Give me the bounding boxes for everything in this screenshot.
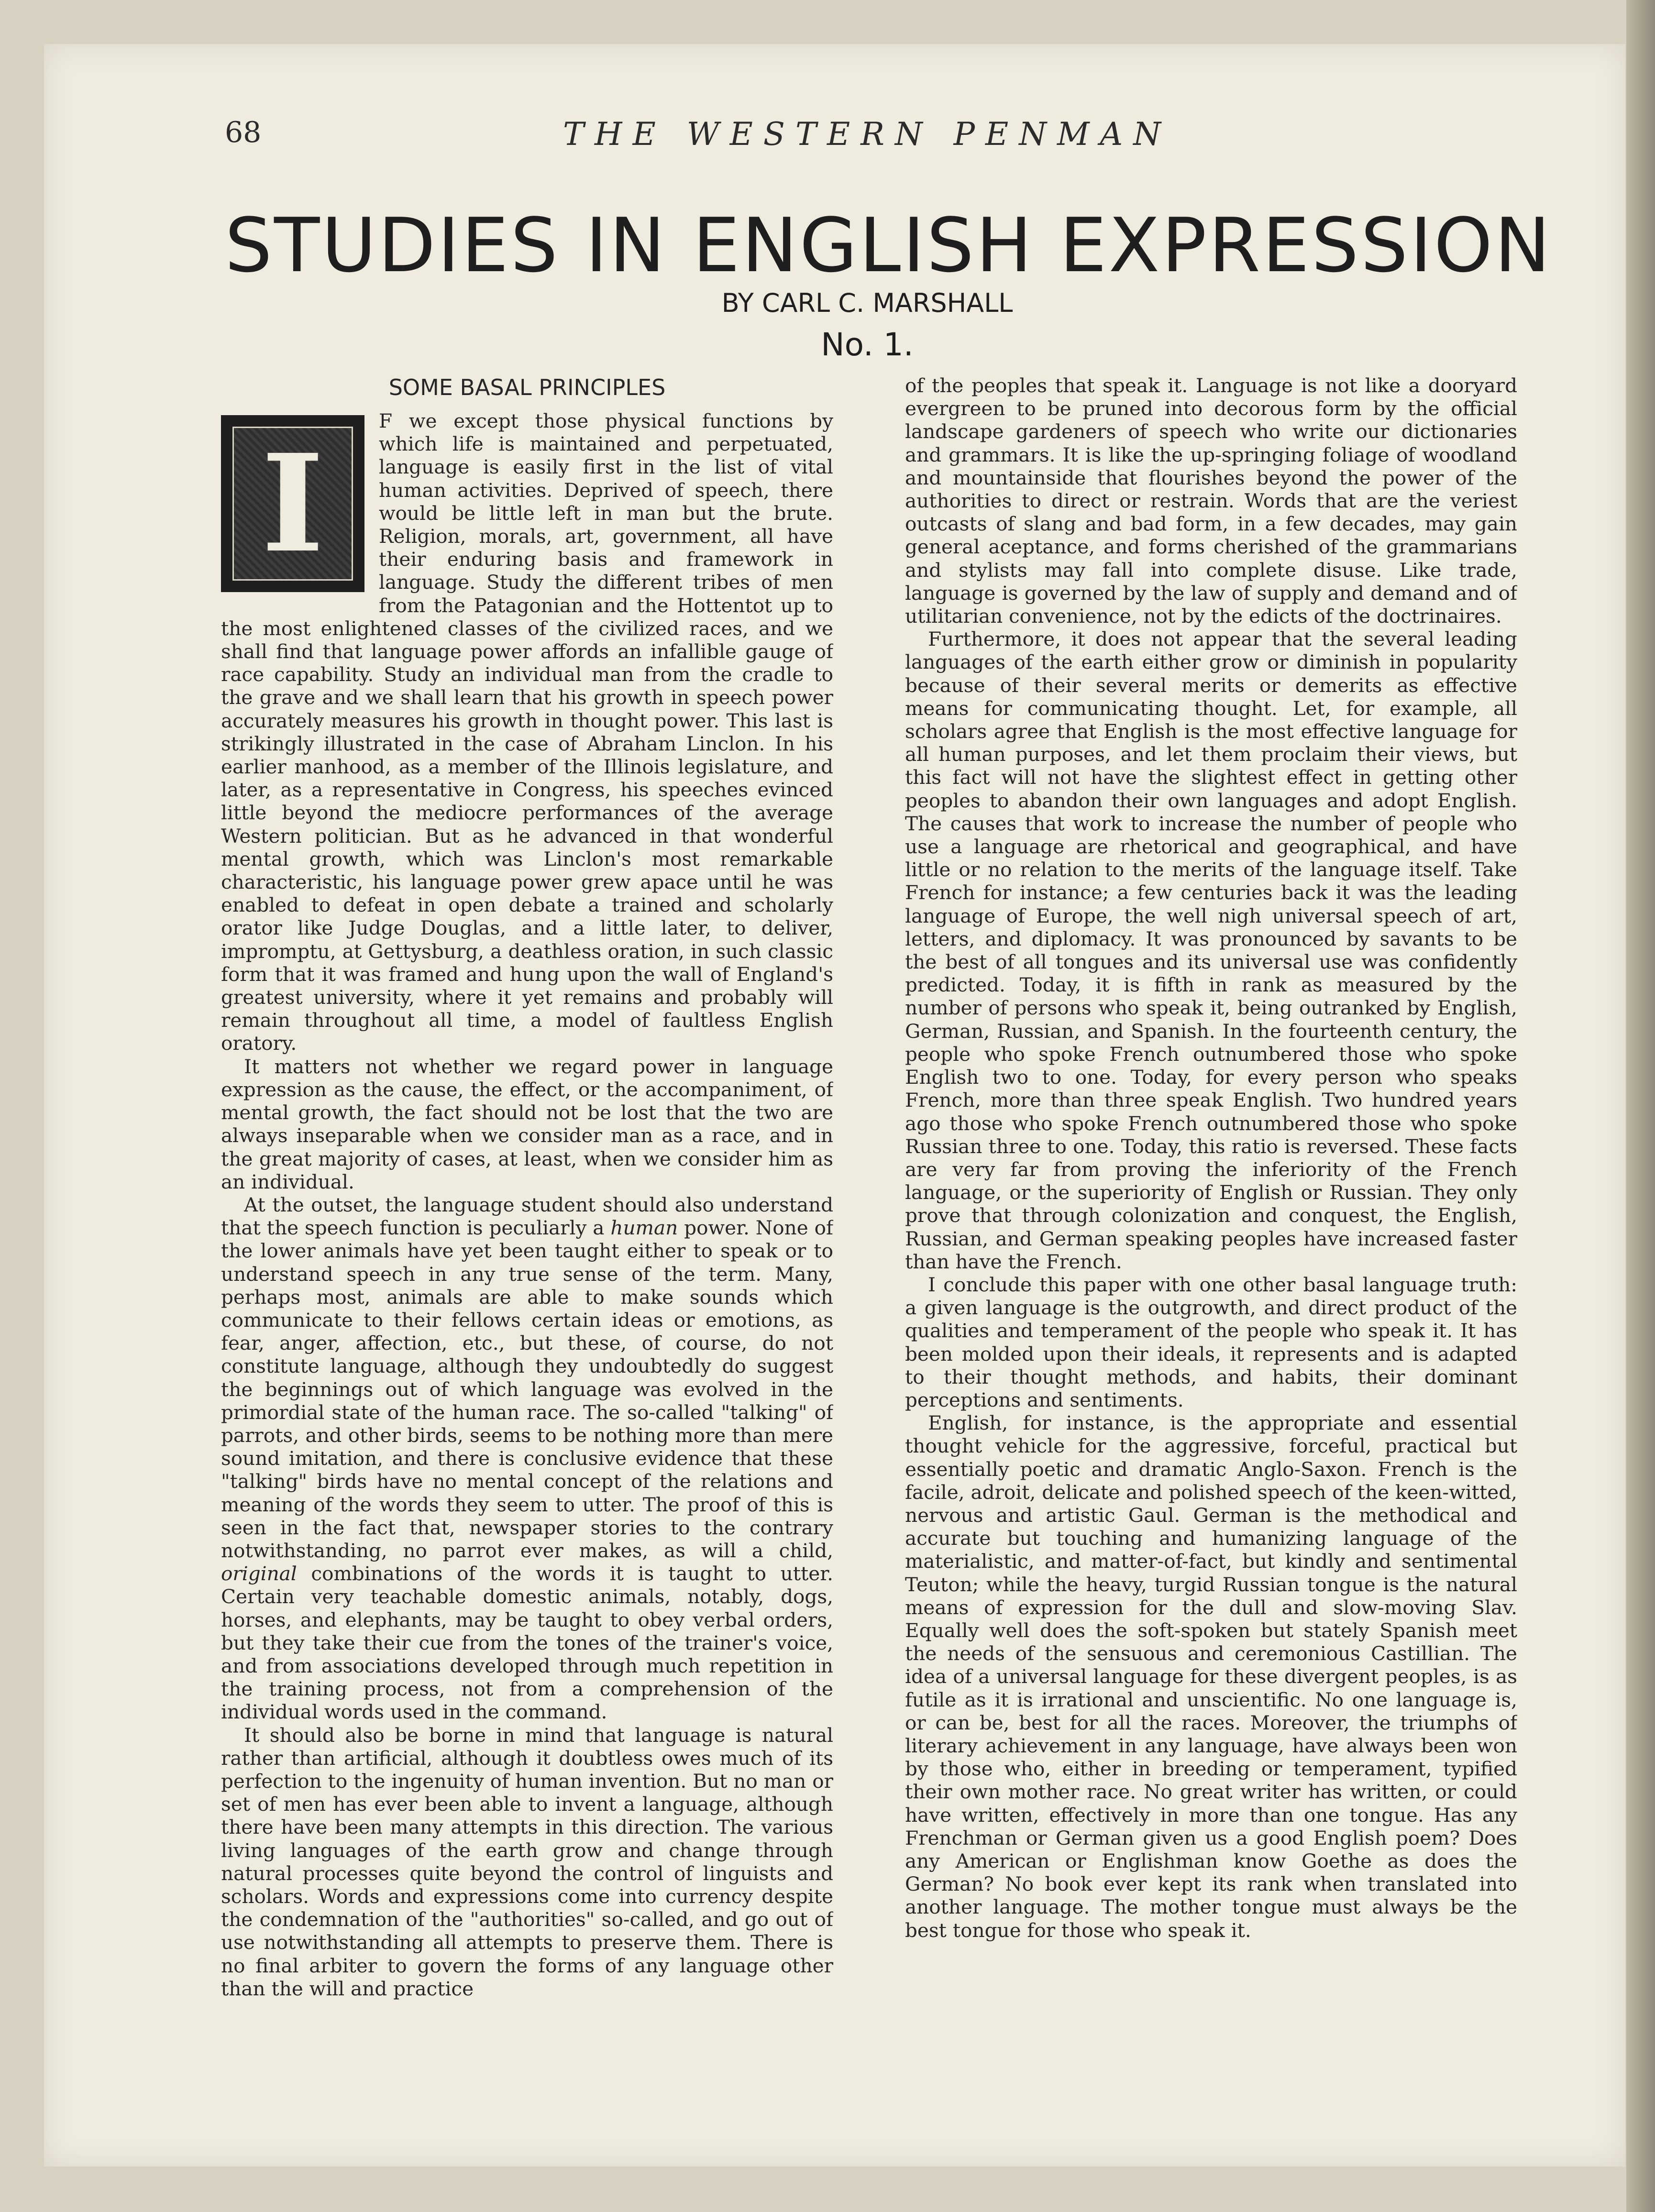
paragraph-text: power. None of the lower animals have yet been taught either to speak or to understand speech in any true sense of the term. Many, perhaps most, animals are able to make sounds which communicate to their fellows certain ideas or emotions, as fear, anger, affection, etc., but these, of course, do not constitute language, although they undoubtedly do suggest the beginnings out of which language was evolved in the primordial state of the human race. The so-called "talking" of parrots, and other birds, seems to be nothing more than mere sound imitation, and there is conclusive evidence that these "talking" birds have no mental concept of the relations and meaning of the words they seem to utter. The proof of this is seen in the fact that, newspaper stories to the contrary notwithstanding, no parrot ever makes, as will a child, [221,1216,833,1562]
paragraph: I conclude this paper with one other basal language truth: a given language is the outgrowth, and direct product of the qualities and temperament of the people who speak it. It has been molded upon their ideals, it represents and is adapted to their thought methods, and habits, their dominant perceptions and sentiments. [905,1273,1517,1411]
left-column [221,374,833,2067]
drop-cap-letter: I [261,425,324,583]
page-number: 68 [225,116,262,149]
paragraph-text: combinations of the words it is taught to utter. Certain very teachable domestic animals, notably, dogs, horses, and elephants, may be taught to obey verbal orders, but they take their cue from the tones of the trainer's voice, and from associations developed through much repetition in the training process, not from a comprehension of the individual words used in the command. [221,1562,833,1724]
paragraph: of the peoples that speak it. Language is not like a dooryard evergreen to be pruned into decorous form by the official landscape gardeners of speech who write our dictionaries and grammars. It is like the up-springing foliage of woodland and mountainside that flourishes beyond the power of the authorities to direct or restrain. Words that are the veriest outcasts of slang and bad form, in a few decades, may gain general aceptance, and forms cherished of the grammarians and stylists may fall into complete disuse. Like trade, language is governed by the law of supply and demand and of utilitarian convenience, not by the edicts of the doctrinaires. [905,374,1517,628]
paragraph: English, for instance, is the appropriate and essential thought vehicle for the aggressive, forceful, practical but essentially poetic and dramatic Anglo-Saxon. French is the facile, adroit, delicate and polished speech of the keen-witted, nervous and artistic Gaul. German is the methodical and accurate but touching and humanizing language of the materialistic, and matter-of-fact, but kindly and sentimental Teuton; while the heavy, turgid Russian tongue is the natural means of expression for the dull and slow-moving Slav. Equally well does the soft-spoken but stately Spanish meet the needs of the sensuous and ceremonious Castillian. The idea of a universal language for these divergent peoples, is as futile as it is irrational and unscientific. No one language is, or can be, best for all the races. Moreover, the triumphs of literary achievement in any language, have always been won by those who, either in breeding or temperament, typified their own mother race. No great writer has written, or could have written, effectively in more than one tongue. Has any Frenchman or German given us a good English poem? Does any American or Englishman know Goethe as does the German? No book ever kept its rank when translated into another language. The mother tongue must always be the best tongue for those who speak it. [905,1411,1517,1942]
running-head [225,116,1510,154]
paragraph: It should also be borne in mind that language is natural rather than artificial, although it doubtless owes much of its perfection to the ingenuity of human invention. But no man or set of men has ever been able to invent a language, although there have been many attempts in this direction. The various living languages of the earth grow and change through natural processes quite beyond the control of linguists and scholars. Words and expressions come into currency despite the condemnation of the "authorities" so-called, and go out of use notwithstanding all attempts to preserve them. There is no final arbiter to govern the forms of any language other than the will and practice [221,1723,833,2000]
journal-name: THE WESTERN PENMAN [563,116,1171,153]
paragraph: It matters not whether we regard power in language expression as the cause, the effect, or the accompaniment, of mental growth, the fact should not be lost that the two are always inseparable when we consider man as a race, and in the great majority of cases, at least, when we consider him as an individual. [221,1055,833,1193]
article-title: STUDIES IN ENGLISH EXPRESSION [225,202,1553,289]
paragraph: F we except those physical functions by which life is maintained and perpetuated, language is easily first in the list of vital human activities. Deprived of speech, there would be little left in man but the brute. Religion, morals, art, government, all have their enduring basis and framework in language. Study the different tribes of men from the Patagonian and the Hottentot up to the most enlightened classes of the civilized races, and we shall find that language power affords an infallible gauge of race capability. Study an individual man from the cradle to the grave and we shall learn that his growth in speech power accurately measures his growth in thought power. This last is strikingly illustrated in the case of Abraham Linclon. In his earlier manhood, as a member of the Illinois legislature, and later, as a representative in Congress, his speeches evinced little beyond the mediocre performances of the average Western politician. But as he advanced in that wonderful mental growth, which was Linclon's most remarkable characteristic, his language power grew apace until he was enabled to defeat in open debate a trained and scholarly orator like Judge Douglas, and a little later, to deliver, impromptu, at Gettysburg, a deathless oration, in such classic form that it was framed and hung upon the wall of England's greatest university, where it yet remains and probably will remain throughout all time, a model of faultless English oratory. [221,409,833,1055]
right-column [905,374,1517,2067]
article-number: No. 1. [821,326,914,363]
book-page-edge [1626,0,1655,2212]
drop-cap-ornament [221,415,364,592]
magazine-page [44,44,1625,2167]
emphasis-text: original [221,1562,297,1585]
section-heading: SOME BASAL PRINCIPLES [388,374,666,400]
article-byline: BY CARL C. MARSHALL [721,288,1013,318]
paragraph: Furthermore, it does not appear that the several leading languages of the earth either grow or diminish in popularity because of their several merits or demerits as effective means for communicating thought. Let, for example, all scholars agree that English is the most effective language for all human purposes, and let them proclaim their views, but this fact will not have the slightest effect in getting other peoples to abandon their own languages and adopt English. The causes that work to increase the number of people who use a language are rhetorical and geographical, and have little or no relation to the merits of the language itself. Take French for instance; a few centuries back it was the leading language of Europe, the well nigh universal speech of art, letters, and diplomacy. It was pronounced by savants to be the best of all tongues and its universal use was confidently predicted. Today, it is fifth in rank as measured by the number of persons who speak it, being outranked by English, German, Russian, and Spanish. In the fourteenth century, the people who spoke French outnumbered those who spoke English two to one. Today, for every person who speaks French, more than three speak English. Two hundred years ago those who spoke French outnumbered those who spoke Russian three to one. Today, this ratio is reversed. These facts are very far from proving the inferiority of the French language, or the superiority of English or Russian. They only prove that through colonization and conquest, the English, Russian, and German speaking peoples have increased faster than have the French. [905,627,1517,1273]
paragraph-text: At the outset, the language student should also understand that the speech function is peculiarly a [221,1193,833,1240]
emphasis-text: human [610,1216,678,1240]
paragraph [221,1193,833,1724]
